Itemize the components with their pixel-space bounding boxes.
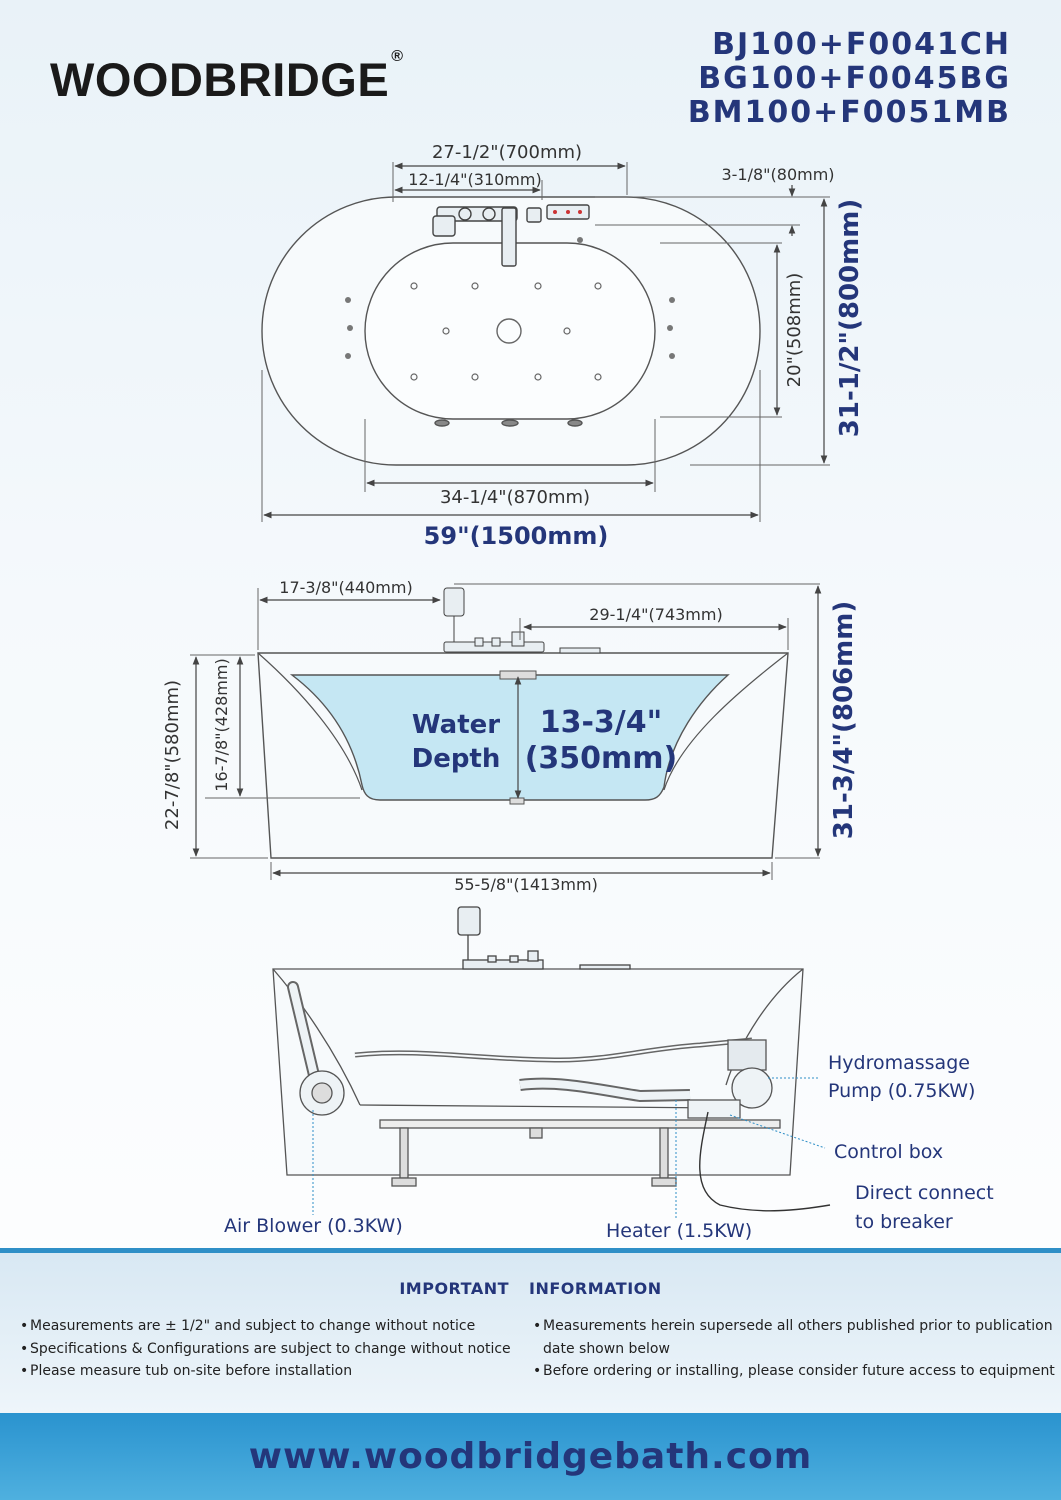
- breaker-label-line2: to breaker: [855, 1211, 953, 1233]
- spout-icon: [502, 208, 516, 266]
- info-note: • Before ordering or installing, please consider future access to equipment: [533, 1360, 1055, 1383]
- inner-length-label: 34-1/4"(870mm): [439, 487, 591, 508]
- registered-mark: ®: [391, 48, 404, 65]
- total-length-label: 59"(1500mm): [423, 522, 609, 550]
- pump-label-line1: Hydromassage: [828, 1052, 970, 1074]
- info-note: • Please measure tub on-site before installation: [20, 1360, 511, 1383]
- faucet-spacing-label: 12-1/4"(310mm): [408, 170, 542, 189]
- heater-label: Heater (1.5KW): [606, 1220, 753, 1242]
- shower-offset-label: 17-3/8"(440mm): [279, 578, 413, 597]
- base-length-label: 55-5/8"(1413mm): [454, 875, 598, 894]
- model-3: BM100+F0051MB: [687, 95, 1011, 130]
- hand-shower-equip-icon: [458, 907, 480, 935]
- control-span-label: 29-1/4"(743mm): [589, 605, 723, 624]
- website-link[interactable]: www.woodbridgebath.com: [248, 1436, 813, 1477]
- total-width-label: 31-1/2"(800mm): [835, 198, 865, 438]
- tub-basin-outline: [365, 243, 655, 419]
- pump-motor-icon: [728, 1040, 766, 1070]
- info-note-continued: date shown below: [543, 1340, 670, 1357]
- inner-width-label: 20"(508mm): [784, 272, 805, 388]
- water-depth-mm: (350mm): [524, 741, 678, 776]
- tub-height-label: 22-7/8"(580mm): [162, 679, 183, 831]
- brand-name: WOODBRIDGE: [50, 53, 390, 106]
- total-height-label: 31-3/4"(806mm): [829, 600, 859, 840]
- hand-shower-side-icon: [444, 588, 464, 616]
- model-2: BG100+F0045BG: [698, 61, 1011, 96]
- water-label-line2: Depth: [411, 744, 501, 774]
- air-blower-label: Air Blower (0.3KW): [224, 1215, 403, 1237]
- control-box-icon: [688, 1100, 740, 1118]
- inner-depth-label: 16-7/8"(428mm): [212, 658, 231, 792]
- important-information: [0, 1248, 1061, 1413]
- control-box-label: Control box: [834, 1141, 944, 1163]
- equipment-view: [273, 907, 830, 1220]
- info-left-list: [20, 1315, 511, 1383]
- info-title-important: IMPORTANT: [399, 1279, 510, 1298]
- info-right-list: [533, 1315, 1055, 1383]
- breaker-label-line1: Direct connect: [855, 1182, 994, 1204]
- drain-side-icon: [510, 798, 524, 804]
- top-view: [262, 162, 830, 522]
- side-view: [190, 584, 820, 880]
- info-title: [0, 1279, 1061, 1298]
- tub-body-outline: [273, 969, 803, 1175]
- faucet-side: [444, 588, 600, 653]
- info-title-information: INFORMATION: [529, 1279, 662, 1298]
- footer-bar: [0, 1413, 1061, 1500]
- hand-shower-icon: [433, 216, 455, 236]
- faucet-span-label: 27-1/2"(700mm): [431, 142, 583, 163]
- info-note: • Specifications & Configurations are subject to change without notice: [20, 1338, 511, 1361]
- rim-width-label: 3-1/8"(80mm): [721, 165, 835, 184]
- model-1: BJ100+F0041CH: [712, 27, 1011, 62]
- water-label-line1: Water: [411, 710, 501, 740]
- pump-label-line2: Pump (0.75KW): [828, 1080, 976, 1102]
- info-note: • Measurements herein supersede all others published prior to publication: [533, 1315, 1055, 1338]
- info-note: • Measurements are ± 1/2" and subject to change without notice: [20, 1315, 511, 1338]
- water-depth-value: 13-3/4": [539, 705, 663, 740]
